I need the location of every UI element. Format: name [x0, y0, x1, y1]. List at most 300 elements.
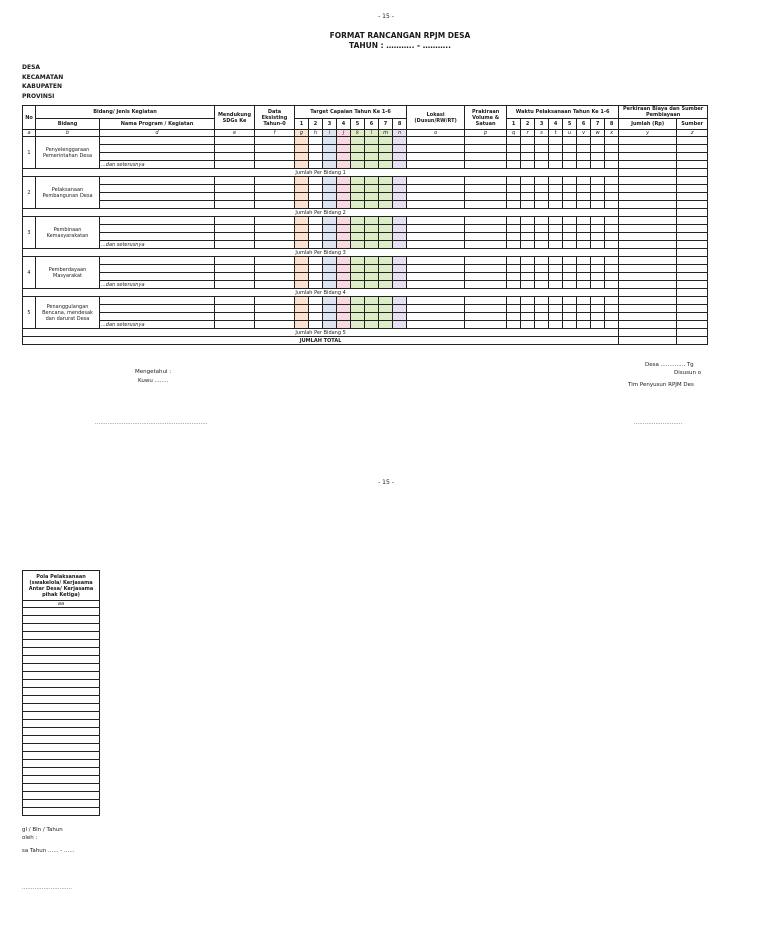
target-cell	[323, 201, 337, 209]
col-letter: h	[309, 130, 323, 137]
lokasi-cell	[407, 297, 465, 305]
waktu-cell	[535, 313, 549, 321]
target-cell	[323, 185, 337, 193]
target-cell	[351, 201, 365, 209]
program-cell	[100, 233, 215, 241]
table-row	[23, 321, 708, 329]
pola-cell	[23, 792, 100, 800]
waktu-cell	[563, 297, 577, 305]
pola-cell	[23, 696, 100, 704]
section-bidang: Pembinaan Kemasyarakatan	[36, 217, 100, 249]
col-letter: r	[521, 130, 535, 137]
waktu-cell	[605, 161, 619, 169]
col-letter: q	[507, 130, 521, 137]
prakiraan-cell	[465, 185, 507, 193]
section-number: 2	[23, 177, 36, 209]
target-cell	[295, 217, 309, 225]
jumlah-cell	[619, 225, 677, 233]
lokasi-cell	[407, 313, 465, 321]
total-row	[23, 337, 708, 345]
target-cell	[309, 145, 323, 153]
waktu-cell	[591, 273, 605, 281]
header-bidang-jenis: Bidang/ Jenis Kegiatan	[36, 106, 215, 119]
waktu-cell	[605, 241, 619, 249]
sumber-cell	[677, 313, 708, 321]
target-cell	[365, 265, 379, 273]
target-cell	[393, 145, 407, 153]
waktu-cell	[549, 145, 563, 153]
waktu-cell	[591, 305, 605, 313]
sumber-cell	[677, 265, 708, 273]
waktu-cell	[577, 193, 591, 201]
target-year-8: 8	[393, 119, 407, 130]
target-cell	[309, 193, 323, 201]
program-cell: ...dan seterusnya	[100, 281, 215, 289]
target-cell	[295, 297, 309, 305]
waktu-cell	[507, 233, 521, 241]
col-letter: i	[323, 130, 337, 137]
waktu-cell	[577, 145, 591, 153]
lokasi-cell	[407, 145, 465, 153]
table-row	[23, 241, 708, 249]
subtotal-sumber	[677, 289, 708, 297]
target-cell	[295, 153, 309, 161]
target-cell	[295, 137, 309, 145]
eksisting-cell	[255, 193, 295, 201]
target-cell	[393, 321, 407, 329]
target-cell	[351, 137, 365, 145]
eksisting-cell	[255, 137, 295, 145]
waktu-cell	[591, 321, 605, 329]
waktu-cell	[535, 233, 549, 241]
subtotal-jumlah	[619, 329, 677, 337]
sumber-cell	[677, 241, 708, 249]
waktu-cell	[563, 161, 577, 169]
eksisting-cell	[255, 201, 295, 209]
waktu-cell	[535, 193, 549, 201]
subtotal-sumber	[677, 329, 708, 337]
col-letter: l	[365, 130, 379, 137]
program-cell: ...dan seterusnya	[100, 321, 215, 329]
target-cell	[337, 145, 351, 153]
target-cell	[379, 177, 393, 185]
target-cell	[351, 257, 365, 265]
target-cell	[295, 313, 309, 321]
waktu-cell	[563, 273, 577, 281]
section-bidang: Pelaksanaan Pembangunan Desa	[36, 177, 100, 209]
waktu-cell	[535, 145, 549, 153]
waktu-cell	[521, 225, 535, 233]
sdgs-cell	[215, 145, 255, 153]
program-cell: ...dan seterusnya	[100, 161, 215, 169]
waktu-cell	[563, 321, 577, 329]
col-letter: b	[36, 130, 100, 137]
waktu-cell	[507, 185, 521, 193]
waktu-cell	[591, 233, 605, 241]
pola-cell	[23, 736, 100, 744]
col-letter: e	[215, 130, 255, 137]
sumber-cell	[677, 233, 708, 241]
target-cell	[351, 281, 365, 289]
eksisting-cell	[255, 241, 295, 249]
target-cell	[337, 297, 351, 305]
waktu-cell	[521, 313, 535, 321]
pola-cell	[23, 624, 100, 632]
waktu-cell	[507, 153, 521, 161]
target-cell	[351, 305, 365, 313]
waktu-cell	[521, 217, 535, 225]
target-cell	[351, 161, 365, 169]
target-cell	[365, 161, 379, 169]
waktu-cell	[521, 185, 535, 193]
target-cell	[295, 161, 309, 169]
waktu-cell	[563, 281, 577, 289]
table-row	[23, 193, 708, 201]
target-cell	[351, 193, 365, 201]
section-bidang: Penanggulangan Bencana, mendesak dan darurat Desa	[36, 297, 100, 329]
target-cell	[295, 281, 309, 289]
subtotal-row	[23, 289, 708, 297]
region-labels	[22, 63, 63, 101]
waktu-cell	[507, 257, 521, 265]
prakiraan-cell	[465, 145, 507, 153]
waktu-cell	[591, 193, 605, 201]
sdgs-cell	[215, 273, 255, 281]
sdgs-cell	[215, 153, 255, 161]
target-cell	[337, 217, 351, 225]
target-cell	[379, 137, 393, 145]
sumber-cell	[677, 273, 708, 281]
table-row	[23, 313, 708, 321]
jumlah-cell	[619, 145, 677, 153]
target-cell	[365, 305, 379, 313]
target-cell	[309, 161, 323, 169]
waktu-cell	[507, 161, 521, 169]
waktu-cell	[591, 281, 605, 289]
target-cell	[309, 257, 323, 265]
target-cell	[393, 257, 407, 265]
sdgs-cell	[215, 257, 255, 265]
header-no: No	[23, 106, 36, 130]
eksisting-cell	[255, 217, 295, 225]
target-cell	[365, 177, 379, 185]
target-cell	[379, 233, 393, 241]
waktu-cell	[577, 273, 591, 281]
table-row	[23, 760, 100, 768]
sdgs-cell	[215, 217, 255, 225]
subtotal-label: Jumlah Per Bidang 2	[23, 209, 619, 217]
prakiraan-cell	[465, 241, 507, 249]
sdgs-cell	[215, 313, 255, 321]
target-cell	[351, 241, 365, 249]
pola-cell	[23, 632, 100, 640]
waktu-cell	[591, 201, 605, 209]
target-cell	[337, 185, 351, 193]
target-cell	[309, 265, 323, 273]
table-row	[23, 672, 100, 680]
target-cell	[337, 137, 351, 145]
eksisting-cell	[255, 161, 295, 169]
waktu-cell	[591, 265, 605, 273]
eksisting-cell	[255, 281, 295, 289]
target-cell	[365, 217, 379, 225]
target-cell	[323, 281, 337, 289]
table-row	[23, 720, 100, 728]
program-cell	[100, 217, 215, 225]
target-cell	[323, 233, 337, 241]
waktu-cell	[535, 201, 549, 209]
header-target: Target Capaian Tahun Ke 1-6	[295, 106, 407, 119]
pola-cell	[23, 608, 100, 616]
waktu-cell	[563, 265, 577, 273]
target-cell	[393, 225, 407, 233]
waktu-cell	[591, 297, 605, 305]
pola-cell	[23, 776, 100, 784]
col-letter: y	[619, 130, 677, 137]
target-cell	[337, 257, 351, 265]
jumlah-cell	[619, 185, 677, 193]
waktu-cell	[605, 233, 619, 241]
col-letter: u	[563, 130, 577, 137]
eksisting-cell	[255, 177, 295, 185]
page-number: - 15 -	[378, 13, 394, 20]
waktu-cell	[549, 313, 563, 321]
sumber-cell	[677, 145, 708, 153]
table-row	[23, 153, 708, 161]
waktu-cell	[507, 321, 521, 329]
target-cell	[365, 137, 379, 145]
waktu-cell	[507, 217, 521, 225]
subtotal-label: Jumlah Per Bidang 1	[23, 169, 619, 177]
prakiraan-cell	[465, 257, 507, 265]
waktu-year-6: 6	[577, 119, 591, 130]
kuwu-label: Kuwu ........	[138, 378, 169, 384]
waktu-cell	[563, 177, 577, 185]
subtotal-row	[23, 249, 708, 257]
label-provinsi: PROVINSI	[22, 92, 55, 100]
waktu-year-3: 3	[535, 119, 549, 130]
sdgs-cell	[215, 193, 255, 201]
waktu-cell	[549, 161, 563, 169]
target-cell	[379, 225, 393, 233]
section-number: 5	[23, 297, 36, 329]
program-cell	[100, 145, 215, 153]
program-cell	[100, 225, 215, 233]
table-row	[23, 704, 100, 712]
target-cell	[337, 193, 351, 201]
table-row	[23, 305, 708, 313]
prakiraan-cell	[465, 233, 507, 241]
eksisting-cell	[255, 185, 295, 193]
target-year-1: 1	[295, 119, 309, 130]
subtotal-sumber	[677, 169, 708, 177]
target-cell	[323, 241, 337, 249]
target-cell	[393, 305, 407, 313]
section-number: 4	[23, 257, 36, 289]
lokasi-cell	[407, 193, 465, 201]
target-cell	[323, 257, 337, 265]
target-cell	[309, 233, 323, 241]
target-cell	[365, 281, 379, 289]
waktu-cell	[521, 153, 535, 161]
eksisting-cell	[255, 225, 295, 233]
col-letter: x	[605, 130, 619, 137]
target-cell	[351, 225, 365, 233]
waktu-cell	[563, 233, 577, 241]
waktu-cell	[549, 177, 563, 185]
target-cell	[351, 153, 365, 161]
waktu-cell	[535, 241, 549, 249]
waktu-cell	[549, 297, 563, 305]
target-cell	[337, 161, 351, 169]
lokasi-cell	[407, 281, 465, 289]
waktu-cell	[521, 265, 535, 273]
target-cell	[393, 217, 407, 225]
sdgs-cell	[215, 185, 255, 193]
waktu-cell	[549, 281, 563, 289]
target-cell	[323, 177, 337, 185]
jumlah-cell	[619, 137, 677, 145]
header-bidang: Bidang	[36, 119, 100, 130]
table-row	[23, 784, 100, 792]
total-jumlah	[619, 337, 677, 345]
waktu-cell	[549, 225, 563, 233]
target-cell	[379, 313, 393, 321]
lokasi-cell	[407, 137, 465, 145]
header-prakiraan: Prakiraan Volume & Satuan	[465, 106, 507, 130]
col-letter: m	[379, 130, 393, 137]
target-cell	[379, 201, 393, 209]
waktu-cell	[577, 185, 591, 193]
waktu-cell	[563, 201, 577, 209]
sdgs-cell	[215, 225, 255, 233]
waktu-cell	[507, 145, 521, 153]
subtotal-sumber	[677, 249, 708, 257]
jumlah-cell	[619, 233, 677, 241]
target-cell	[393, 161, 407, 169]
target-year-5: 5	[351, 119, 365, 130]
waktu-cell	[563, 153, 577, 161]
jumlah-cell	[619, 193, 677, 201]
subtotal-jumlah	[619, 289, 677, 297]
target-cell	[365, 225, 379, 233]
target-cell	[295, 273, 309, 281]
sumber-cell	[677, 193, 708, 201]
target-cell	[337, 241, 351, 249]
table-row	[23, 257, 708, 265]
waktu-cell	[549, 217, 563, 225]
footer-oleh-label: oleh :	[22, 835, 38, 841]
waktu-cell	[591, 217, 605, 225]
sdgs-cell	[215, 305, 255, 313]
pola-cell	[23, 768, 100, 776]
waktu-cell	[605, 257, 619, 265]
program-cell	[100, 193, 215, 201]
waktu-cell	[535, 273, 549, 281]
target-cell	[309, 321, 323, 329]
desa-date-label: Desa .............. Tg	[645, 362, 694, 368]
title-line-1: FORMAT RANCANGAN RPJM DESA	[329, 31, 471, 40]
pola-cell	[23, 616, 100, 624]
subtotal-row	[23, 169, 708, 177]
waktu-cell	[577, 177, 591, 185]
eksisting-cell	[255, 153, 295, 161]
waktu-cell	[577, 305, 591, 313]
target-year-6: 6	[365, 119, 379, 130]
waktu-cell	[577, 313, 591, 321]
waktu-cell	[591, 257, 605, 265]
sumber-cell	[677, 137, 708, 145]
waktu-cell	[591, 313, 605, 321]
target-cell	[393, 233, 407, 241]
section-number: 1	[23, 137, 36, 169]
program-cell	[100, 273, 215, 281]
sumber-cell	[677, 201, 708, 209]
target-cell	[379, 281, 393, 289]
target-cell	[365, 233, 379, 241]
target-cell	[365, 297, 379, 305]
waktu-cell	[549, 201, 563, 209]
prakiraan-cell	[465, 321, 507, 329]
pola-pelaksanaan-table	[22, 570, 100, 816]
jumlah-cell	[619, 161, 677, 169]
target-cell	[323, 137, 337, 145]
table-row	[23, 297, 708, 305]
lokasi-cell	[407, 201, 465, 209]
waktu-cell	[549, 257, 563, 265]
prakiraan-cell	[465, 265, 507, 273]
waktu-cell	[563, 193, 577, 201]
lokasi-cell	[407, 217, 465, 225]
lokasi-cell	[407, 273, 465, 281]
target-cell	[379, 257, 393, 265]
waktu-cell	[521, 321, 535, 329]
waktu-cell	[521, 257, 535, 265]
target-cell	[295, 233, 309, 241]
sdgs-cell	[215, 177, 255, 185]
waktu-cell	[605, 265, 619, 273]
waktu-cell	[577, 153, 591, 161]
waktu-cell	[591, 241, 605, 249]
lokasi-cell	[407, 225, 465, 233]
target-cell	[309, 201, 323, 209]
waktu-cell	[507, 313, 521, 321]
waktu-cell	[563, 225, 577, 233]
target-cell	[393, 153, 407, 161]
lokasi-cell	[407, 241, 465, 249]
program-cell	[100, 153, 215, 161]
sumber-cell	[677, 177, 708, 185]
waktu-cell	[507, 177, 521, 185]
waktu-cell	[549, 273, 563, 281]
lokasi-cell	[407, 257, 465, 265]
waktu-cell	[521, 297, 535, 305]
prakiraan-cell	[465, 273, 507, 281]
pola-cell	[23, 672, 100, 680]
target-cell	[337, 233, 351, 241]
target-cell	[351, 265, 365, 273]
target-cell	[337, 321, 351, 329]
target-cell	[351, 313, 365, 321]
pola-cell	[23, 688, 100, 696]
sdgs-cell	[215, 137, 255, 145]
target-cell	[379, 265, 393, 273]
target-year-7: 7	[379, 119, 393, 130]
target-cell	[295, 241, 309, 249]
table-row	[23, 680, 100, 688]
sumber-cell	[677, 297, 708, 305]
waktu-cell	[563, 185, 577, 193]
